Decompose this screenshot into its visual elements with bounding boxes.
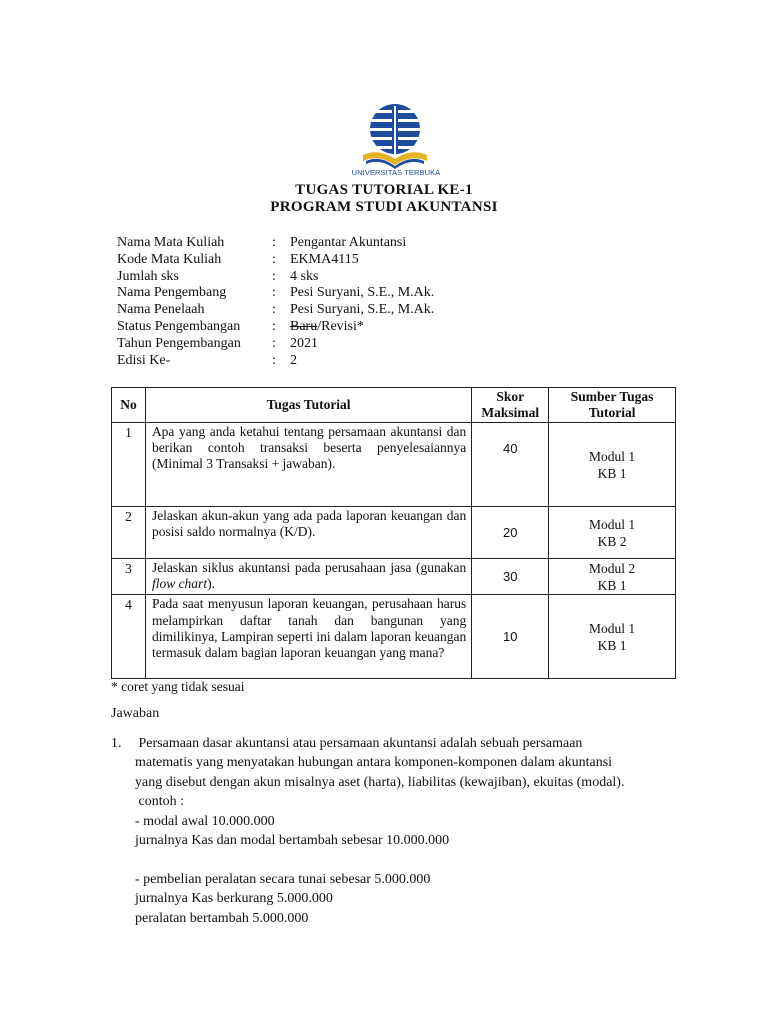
status-rest: /Revisi* — [317, 318, 364, 334]
info-row-edition — [117, 353, 434, 370]
answer-heading: Jawaban — [111, 706, 160, 721]
answer-line: yang disebut dengan akun misalnya aset (harta), liabilitas (kewajiban), ekuitas (modal). — [135, 774, 625, 790]
table-row — [112, 507, 676, 559]
row-number: 4 — [112, 595, 146, 679]
source-kb: KB 1 — [597, 577, 627, 593]
table-row — [112, 559, 676, 595]
footnote: * coret yang tidak sesuai — [111, 679, 245, 694]
table-header-row — [112, 388, 676, 423]
info-row-credits — [117, 269, 434, 286]
info-label: Status Pengembangan — [117, 318, 241, 334]
row-number: 2 — [112, 507, 146, 559]
task-text — [145, 559, 471, 595]
info-row-status — [117, 319, 434, 336]
info-value: Pesi Suryani, S.E., M.Ak. — [290, 285, 435, 301]
score-value: 20 — [472, 507, 549, 559]
answer-line: - pembelian peralatan secara tunai sebesar 5.000.000 — [135, 871, 431, 887]
answer-line: jurnalnya Kas dan modal bertambah sebesar 10.000.000 — [135, 833, 450, 849]
source-module: Modul 1 — [589, 516, 636, 532]
header-source: Sumber Tugas Tutorial — [549, 388, 676, 423]
header-score: Skor Maksimal — [472, 388, 549, 423]
info-label: Kode Mata Kuliah — [117, 251, 222, 267]
row-number: 1 — [112, 423, 146, 507]
task-text: Jelaskan akun-akun yang ada pada laporan keuangan dan posisi saldo normalnya (K/D). — [145, 507, 471, 559]
score-value: 40 — [472, 423, 549, 507]
info-row-year — [117, 336, 434, 353]
score-value: 10 — [472, 595, 549, 679]
info-row-course-name — [117, 235, 434, 252]
document-title: TUGAS TUTORIAL KE-1 — [295, 182, 473, 198]
tutorial-task-table — [111, 387, 676, 679]
info-label: Tahun Pengembangan — [117, 335, 241, 351]
info-colon: : — [272, 285, 276, 301]
course-info — [117, 235, 434, 369]
source-cell — [549, 559, 676, 595]
header-task: Tugas Tutorial — [145, 388, 471, 423]
task-text-emphasis: flow chart — [151, 576, 208, 592]
info-value: Pesi Suryani, S.E., M.Ak. — [290, 302, 435, 318]
answer-line: - modal awal 10.000.000 — [135, 813, 275, 829]
info-colon: : — [272, 268, 276, 284]
info-colon: : — [272, 335, 276, 351]
info-colon: : — [272, 302, 276, 318]
info-label: Nama Pengembang — [117, 285, 227, 301]
source-module: Modul 1 — [589, 620, 636, 636]
answer-line: peralatan bertambah 5.000.000 — [135, 910, 309, 926]
answer-line: jurnalnya Kas berkurang 5.000.000 — [135, 891, 333, 907]
task-text-post: ). — [207, 576, 215, 592]
answer-number: 1. — [111, 736, 122, 751]
info-label: Edisi Ke- — [117, 352, 171, 368]
info-label: Nama Penelaah — [117, 302, 205, 318]
program-title: PROGRAM STUDI AKUNTANSI — [270, 199, 498, 215]
logo-text: UNIVERSITAS TERBUKA — [351, 168, 441, 177]
info-colon: : — [272, 352, 276, 368]
info-row-developer — [117, 285, 434, 302]
answer-blank-line — [135, 850, 691, 869]
info-value: 2 — [290, 352, 297, 368]
task-text: Apa yang anda ketahui tentang persamaan akuntansi dan berikan contoh transaksi beserta penyelesaiannya (Minimal 3 Transaksi + jawaban). — [145, 423, 471, 507]
info-value: Pengantar Akuntansi — [290, 235, 407, 250]
score-value: 30 — [472, 559, 549, 595]
struck-status: Baru — [290, 318, 318, 334]
source-module: Modul 1 — [589, 448, 636, 464]
info-value: EKMA4115 — [290, 251, 359, 267]
answer-line: Persamaan dasar akuntansi atau persamaan akuntansi adalah sebuah persamaan — [135, 736, 583, 751]
header-no: No — [112, 388, 146, 423]
answer-line: matematis yang menyatakan hubungan antara komponen-komponen dalam akuntansi — [135, 755, 613, 771]
info-colon: : — [272, 235, 276, 250]
task-text: Pada saat menyusun laporan keuangan, perusahaan harus melampirkan daftar tanah dan bangunan yang dimilikinya, Lampiran seperti ini dalam laporan keuangan termasuk dalam bagian laporan keuangan yang mana? — [145, 595, 471, 679]
info-row-reviewer — [117, 302, 434, 319]
source-cell — [549, 423, 676, 507]
source-kb: KB 1 — [597, 465, 627, 481]
info-label: Jumlah sks — [117, 268, 179, 284]
info-value: 2021 — [290, 335, 318, 351]
source-module: Modul 2 — [589, 560, 636, 576]
info-label: Nama Mata Kuliah — [117, 235, 225, 250]
info-colon: : — [272, 318, 276, 334]
task-text-pre: Jelaskan siklus akuntansi pada perusahaan jasa (gunakan — [151, 560, 467, 575]
source-cell — [549, 595, 676, 679]
info-colon: : — [272, 251, 276, 267]
answer-line: contoh : — [135, 794, 184, 810]
source-cell — [549, 507, 676, 559]
info-value: 4 sks — [290, 268, 319, 284]
table-row — [112, 595, 676, 679]
source-kb: KB 1 — [597, 637, 627, 653]
info-row-course-code — [117, 252, 434, 269]
row-number: 3 — [112, 559, 146, 595]
answer-body — [135, 734, 691, 928]
source-kb: KB 2 — [597, 533, 627, 549]
table-row — [112, 423, 676, 507]
info-value — [290, 319, 364, 336]
